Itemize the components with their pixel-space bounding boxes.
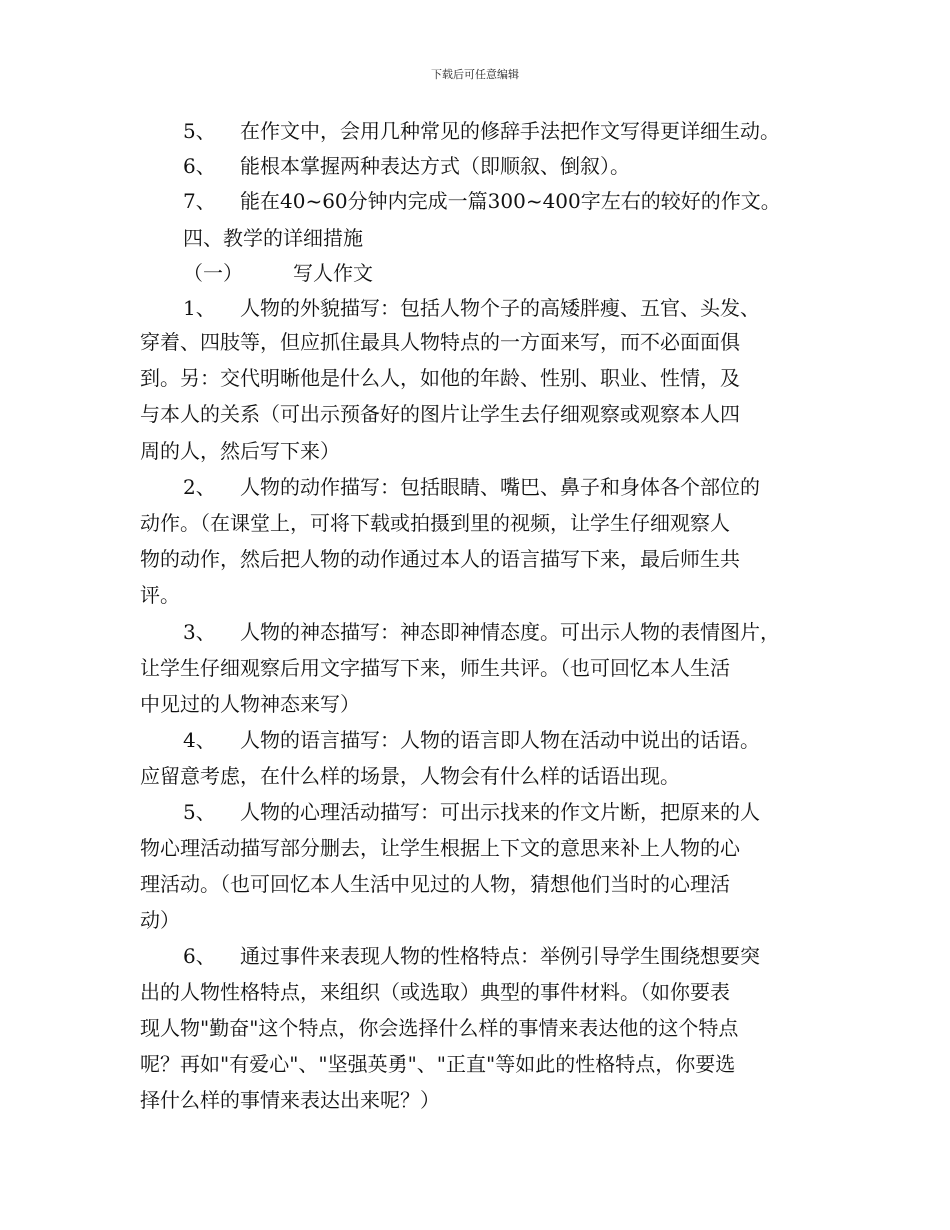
paragraph-3-first-line bbox=[183, 620, 780, 644]
paragraph-5-line: 物心理活动描写部分删去，让学生根据上下文的意思来补上人物的心 bbox=[140, 836, 740, 860]
paragraph-6-line: 呢？再如"有爱心"、"坚强英勇"、"正直"等如此的性格特点，你要选 bbox=[140, 1052, 736, 1076]
paragraph-3-line: 让学生仔细观察后用文字描写下来，师生共评。（也可回忆本人生活 bbox=[140, 656, 730, 680]
paragraph-1-line: 穿着、四肢等，但应抓住最具人物特点的一方面来写，而不必面面俱 bbox=[140, 330, 740, 354]
paragraph-3-line: 中见过的人物神态来写） bbox=[140, 692, 360, 716]
paragraph-2-line: 物的动作，然后把人物的动作通过本人的语言描写下来，最后师生共 bbox=[140, 547, 740, 571]
paragraph-number: 1、 bbox=[183, 296, 216, 320]
paragraph-text: 人物的神态描写：神态即神情态度。可出示人物的表情图片， bbox=[240, 620, 780, 644]
subsection-title: 写人作文 bbox=[293, 261, 373, 285]
page-header: 下载后可任意编辑 bbox=[431, 68, 519, 81]
item-number: 7、 bbox=[183, 189, 216, 213]
paragraph-text: 人物的心理活动描写：可出示找来的作文片断，把原来的人 bbox=[240, 800, 760, 824]
paragraph-2-first-line bbox=[183, 475, 760, 499]
paragraph-text: 通过事件来表现人物的性格特点：举例引导学生围绕想要突 bbox=[240, 944, 760, 968]
paragraph-number: 2、 bbox=[183, 475, 216, 499]
subsection-number: （一） bbox=[183, 261, 243, 285]
item-text: 能在40~60分钟内完成一篇300~400字左右的较好的作文。 bbox=[240, 189, 781, 213]
item-text: 在作文中，会用几种常见的修辞手法把作文写得更详细生动。 bbox=[240, 119, 780, 143]
paragraph-2-line: 评。 bbox=[140, 583, 180, 607]
paragraph-1-line: 周的人，然后写下来） bbox=[140, 439, 340, 463]
paragraph-1-line: 与本人的关系（可出示预备好的图片让学生去仔细观察或观察本人四 bbox=[140, 402, 740, 426]
list-item-6 bbox=[183, 154, 630, 178]
list-item-5 bbox=[183, 119, 780, 143]
paragraph-6-line: 出的人物性格特点，来组织（或选取）典型的事件材料。（如你要表 bbox=[140, 980, 730, 1004]
paragraph-1-first-line bbox=[183, 296, 760, 320]
paragraph-5-line: 动） bbox=[140, 908, 180, 932]
list-item-7 bbox=[183, 189, 781, 213]
item-number: 5、 bbox=[183, 119, 216, 143]
paragraph-text: 人物的动作描写：包括眼睛、嘴巴、鼻子和身体各个部位的 bbox=[240, 475, 760, 499]
paragraph-number: 6、 bbox=[183, 944, 216, 968]
paragraph-2-line: 动作。（在课堂上，可将下载或拍摄到里的视频，让学生仔细观察人 bbox=[140, 511, 730, 535]
paragraph-4-line: 应留意考虑，在什么样的场景，人物会有什么样的话语出现。 bbox=[140, 764, 680, 788]
paragraph-6-line: 现人物"勤奋"这个特点，你会选择什么样的事情来表达他的这个特点 bbox=[140, 1016, 739, 1040]
paragraph-text: 人物的外貌描写：包括人物个子的高矮胖瘦、五官、头发、 bbox=[240, 296, 760, 320]
item-text: 能根本掌握两种表达方式（即顺叙、倒叙）。 bbox=[240, 154, 630, 178]
section-heading: 四、教学的详细措施 bbox=[183, 226, 363, 250]
paragraph-number: 5、 bbox=[183, 800, 216, 824]
paragraph-text: 人物的语言描写：人物的语言即人物在活动中说出的话语。 bbox=[240, 728, 760, 752]
subsection-heading bbox=[183, 261, 373, 285]
paragraph-1-line: 到。另：交代明晰他是什么人，如他的年龄、性别、职业、性情，及 bbox=[140, 366, 740, 390]
paragraph-4-first-line bbox=[183, 728, 760, 752]
paragraph-5-line: 理活动。（也可回忆本人生活中见过的人物，猜想他们当时的心理活 bbox=[140, 872, 730, 896]
paragraph-6-line: 择什么样的事情来表达出来呢？） bbox=[140, 1088, 440, 1112]
paragraph-6-first-line bbox=[183, 944, 760, 968]
paragraph-number: 3、 bbox=[183, 620, 216, 644]
paragraph-5-first-line bbox=[183, 800, 760, 824]
paragraph-number: 4、 bbox=[183, 728, 216, 752]
item-number: 6、 bbox=[183, 154, 216, 178]
